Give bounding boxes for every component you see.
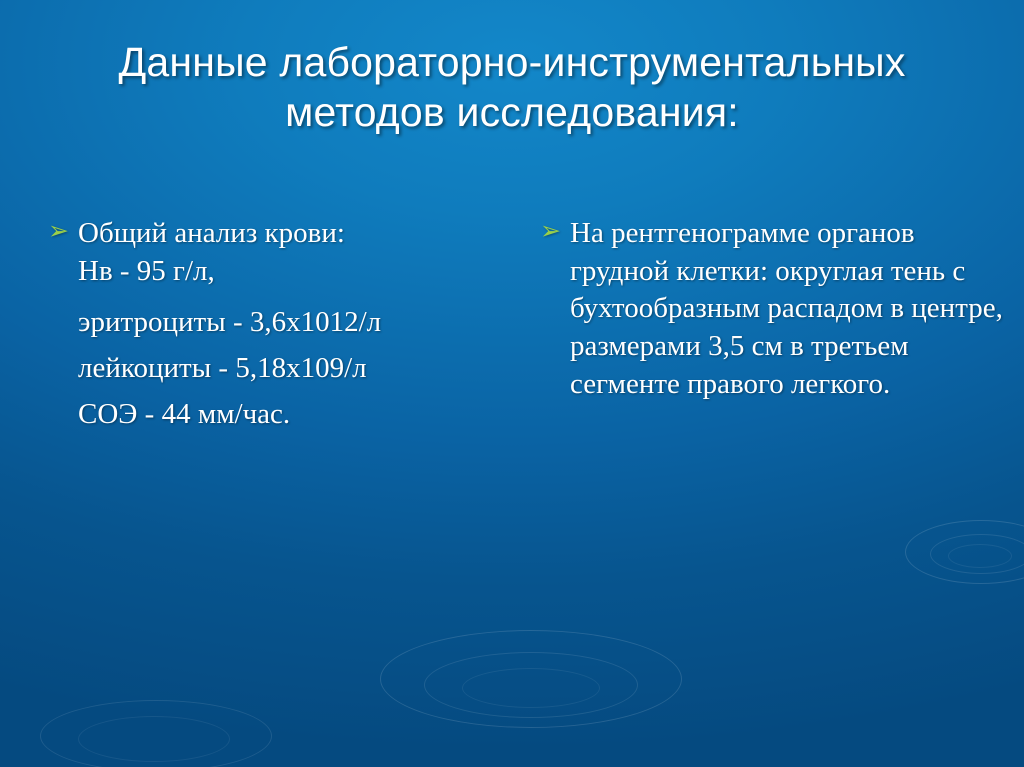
- left-line-3: лейкоциты - 5,18х109/л: [78, 352, 367, 385]
- left-bullet-heading: Общий анализ крови:: [78, 217, 345, 249]
- spacer: [48, 388, 520, 396]
- list-item: [540, 215, 1004, 403]
- slide-body: [0, 215, 1024, 433]
- list-item: [48, 215, 520, 253]
- left-line-2: эритроциты - 3,6х1012/л: [78, 306, 382, 339]
- ripple-decoration: [78, 716, 230, 762]
- ripple-decoration: [905, 520, 1024, 584]
- right-column: [530, 215, 1024, 433]
- left-line-4: СОЭ - 44 мм/час.: [78, 397, 291, 430]
- ripple-decoration: [948, 544, 1012, 568]
- spacer: [48, 290, 520, 304]
- right-bullet-text: На рентгенограмме органов грудной клетки: округлая тень с бухтообразным распадом в центре, размерами 3,5 см в третьем сегменте правого легкого.: [570, 217, 1003, 400]
- ripple-decoration: [462, 668, 600, 708]
- bullet-arrow-icon: ➢: [48, 216, 69, 245]
- left-column: [0, 215, 530, 433]
- spacer: [48, 342, 520, 350]
- ripple-decoration: [380, 630, 682, 728]
- left-line-1: Нв - 95 г/л,: [78, 254, 215, 287]
- slide-title: Данные лабораторно-инструментальных методов исследования:: [118, 39, 906, 136]
- ripple-decoration: [930, 534, 1024, 574]
- ripple-decoration: [40, 700, 272, 767]
- ripple-decoration: [424, 652, 638, 718]
- bullet-arrow-icon: ➢: [540, 216, 561, 245]
